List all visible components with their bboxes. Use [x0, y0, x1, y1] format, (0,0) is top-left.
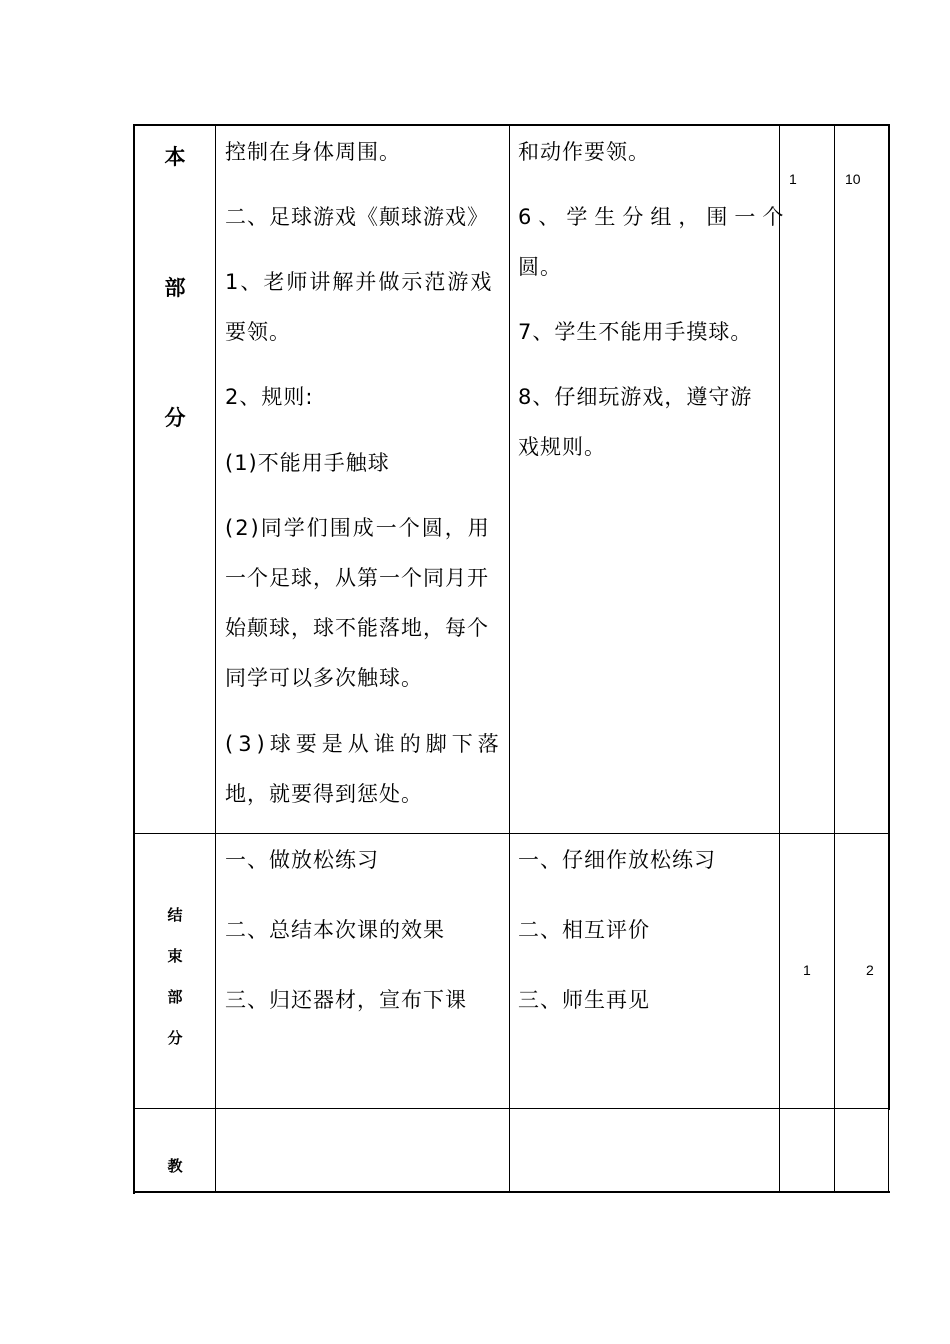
table-border-right: [888, 124, 890, 1110]
row-divider-1: [133, 833, 890, 834]
content-line: 始颠球，球不能落地，每个: [225, 616, 489, 640]
section-end-minutes: 2: [866, 962, 874, 978]
content-line: (1)不能用手触球: [225, 451, 390, 475]
column-divider-1: [215, 124, 216, 1193]
table-border-top: [133, 124, 890, 126]
table-border-bottom: [133, 1191, 890, 1193]
student-line: 8、仔细玩游戏，遵守游: [518, 385, 753, 409]
section-main-minutes: 10: [845, 171, 861, 187]
student-line: 圆。: [518, 255, 562, 279]
section-main-label-char: 分: [164, 406, 186, 430]
content-line: 一、做放松练习: [225, 848, 379, 872]
section-end-label-char: 部: [167, 988, 183, 1006]
column-divider-2: [509, 124, 510, 1193]
content-line: 地，就要得到惩处。: [225, 782, 423, 806]
section-end-label-char: 结: [167, 906, 183, 924]
section-reflection-label: 教: [167, 1157, 183, 1175]
section-end-count: 1: [803, 962, 811, 978]
student-line: 三、师生再见: [518, 988, 650, 1012]
section-end-label-char: 分: [167, 1029, 183, 1047]
content-line: 三、归还器材，宣布下课: [225, 988, 467, 1012]
content-line: 控制在身体周围。: [225, 140, 401, 164]
student-line: 一、仔细作放松练习: [518, 848, 716, 872]
table-border-right-lower: [888, 1108, 889, 1193]
student-line: 7、学生不能用手摸球。: [518, 320, 753, 344]
section-end-label-char: 束: [167, 947, 183, 965]
student-line: 戏规则。: [518, 435, 606, 459]
content-line: 同学可以多次触球。: [225, 666, 423, 690]
section-main-count: 1: [789, 171, 797, 187]
section-main-label-char: 本: [164, 145, 186, 169]
content-line: 要领。: [225, 320, 291, 344]
student-line: 和动作要领。: [518, 140, 650, 164]
content-line: (3)球要是从谁的脚下落: [225, 732, 504, 756]
student-line: 6、学生分组，围一个: [518, 205, 791, 229]
student-line: 二、相互评价: [518, 918, 650, 942]
section-main-label-char: 部: [164, 276, 186, 300]
column-divider-3: [779, 124, 780, 1193]
content-line: 一个足球，从第一个同月开: [225, 566, 489, 590]
row-divider-2: [133, 1108, 890, 1109]
content-line: 1、老师讲解并做示范游戏: [225, 270, 494, 294]
content-line: 2、规则:: [225, 385, 314, 409]
content-line: 二、足球游戏《颠球游戏》: [225, 205, 489, 229]
content-line: 二、总结本次课的效果: [225, 918, 445, 942]
column-divider-4: [834, 124, 835, 1193]
content-line: (2)同学们围成一个圆，用: [225, 516, 491, 540]
